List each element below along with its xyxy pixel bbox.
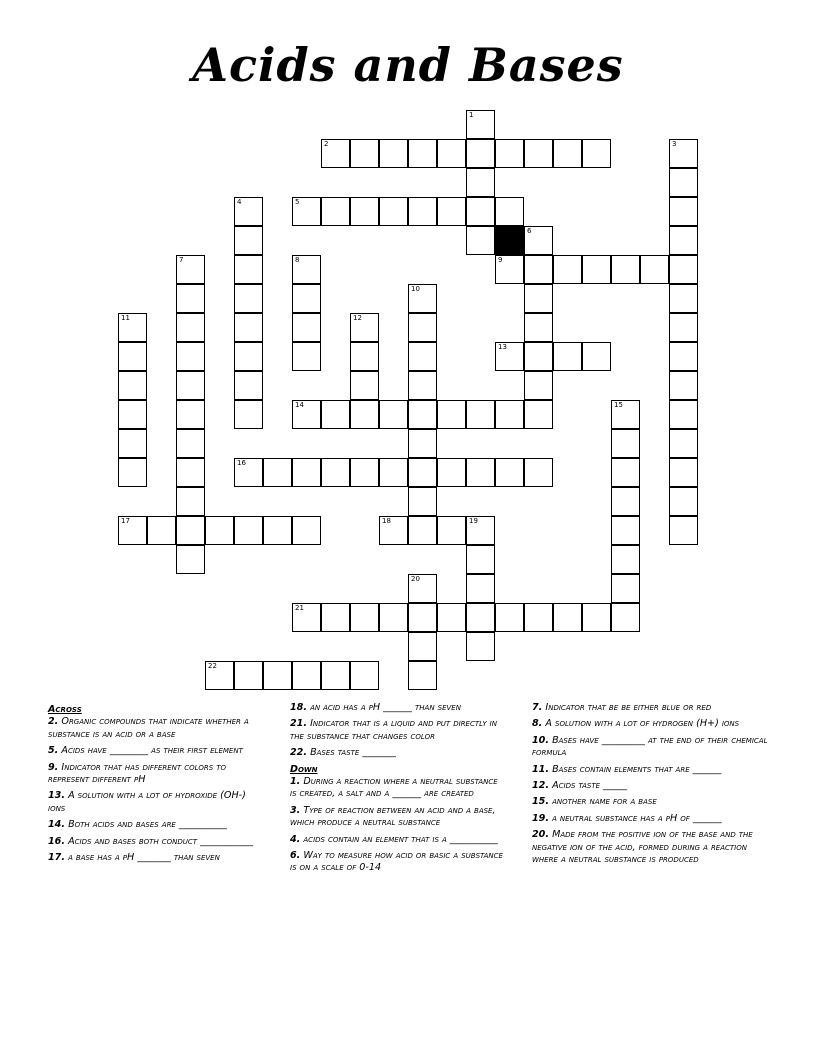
clue-down-15: 15. another name for a base	[532, 796, 657, 808]
grid-cell[interactable]	[611, 458, 640, 487]
grid-cell[interactable]	[408, 197, 437, 226]
grid-cell[interactable]	[118, 342, 147, 371]
grid-cell[interactable]	[437, 603, 466, 632]
grid-cell[interactable]	[379, 400, 408, 429]
grid-cell[interactable]	[466, 226, 495, 255]
grid-cell[interactable]	[234, 197, 263, 226]
clue-down-6: 6. Way to measure how acid or basic a substance is on a scale of 0-14	[290, 850, 503, 874]
grid-cell[interactable]	[176, 371, 205, 400]
clue-number: 11	[121, 314, 130, 322]
grid-cell[interactable]	[524, 226, 553, 255]
grid-cell[interactable]	[118, 400, 147, 429]
grid-cell[interactable]	[495, 139, 524, 168]
grid-cell[interactable]	[176, 342, 205, 371]
clues-column-1	[48, 702, 266, 868]
clue-number: 9	[498, 256, 503, 264]
grid-cell[interactable]	[582, 255, 611, 284]
grid-cell[interactable]	[350, 139, 379, 168]
grid-cell[interactable]	[118, 371, 147, 400]
grid-cell[interactable]	[582, 342, 611, 371]
grid-cell[interactable]	[466, 139, 495, 168]
grid-cell[interactable]	[234, 255, 263, 284]
grid-cell[interactable]	[669, 487, 698, 516]
black-square	[495, 226, 524, 255]
grid-cell[interactable]	[292, 516, 321, 545]
grid-cell[interactable]	[321, 197, 350, 226]
grid-cell[interactable]	[524, 342, 553, 371]
grid-cell[interactable]	[553, 139, 582, 168]
grid-cell[interactable]	[118, 429, 147, 458]
grid-cell[interactable]	[669, 226, 698, 255]
grid-cell[interactable]	[379, 458, 408, 487]
grid-cell[interactable]	[669, 284, 698, 313]
across-heading: Across	[48, 704, 82, 715]
grid-cell[interactable]	[495, 342, 524, 371]
clue-number: 20	[411, 575, 420, 583]
grid-cell[interactable]	[553, 255, 582, 284]
grid-cell[interactable]	[466, 458, 495, 487]
grid-cell[interactable]	[611, 255, 640, 284]
grid-cell[interactable]	[611, 487, 640, 516]
clue-number: 2	[324, 140, 329, 148]
clue-across-16: 16. Acids and bases both conduct ___________	[48, 835, 253, 847]
grid-cell[interactable]	[524, 255, 553, 284]
grid-cell[interactable]	[640, 255, 669, 284]
grid-cell[interactable]	[321, 139, 350, 168]
grid-cell[interactable]	[669, 400, 698, 429]
grid-cell[interactable]	[408, 400, 437, 429]
grid-cell[interactable]	[205, 516, 234, 545]
clue-across-9: 9. Indicator that has different colors to represent different pH	[48, 761, 226, 786]
clue-number: 17	[121, 517, 130, 525]
grid-cell[interactable]	[350, 458, 379, 487]
grid-cell[interactable]	[350, 400, 379, 429]
grid-cell[interactable]	[408, 371, 437, 400]
grid-cell[interactable]	[582, 139, 611, 168]
grid-cell[interactable]	[234, 371, 263, 400]
grid-cell[interactable]	[524, 139, 553, 168]
grid-cell[interactable]	[118, 516, 147, 545]
grid-cell[interactable]	[292, 284, 321, 313]
clue-number: 8	[295, 256, 300, 264]
grid-cell[interactable]	[466, 516, 495, 545]
grid-cell[interactable]	[176, 400, 205, 429]
grid-cell[interactable]	[524, 313, 553, 342]
grid-cell[interactable]	[292, 197, 321, 226]
grid-cell[interactable]	[408, 487, 437, 516]
grid-cell[interactable]	[350, 661, 379, 690]
grid-cell[interactable]	[408, 139, 437, 168]
clue-down-3: 3. Type of reaction between an acid and a base, which produce a neutral substance	[290, 804, 496, 829]
clue-number: 3	[672, 140, 677, 148]
grid-cell[interactable]	[176, 458, 205, 487]
grid-cell[interactable]	[234, 400, 263, 429]
grid-cell[interactable]	[582, 603, 611, 632]
grid-cell[interactable]	[292, 400, 321, 429]
grid-cell[interactable]	[292, 661, 321, 690]
grid-cell[interactable]	[321, 661, 350, 690]
grid-cell[interactable]	[408, 313, 437, 342]
grid-cell[interactable]	[234, 516, 263, 545]
grid-cell[interactable]	[350, 371, 379, 400]
clue-down-8: 8. A solution with a lot of hydrogen (H+) ions	[532, 718, 740, 730]
grid-cell[interactable]	[176, 284, 205, 313]
clue-number: 16	[237, 459, 246, 467]
grid-cell[interactable]	[669, 458, 698, 487]
clue-down-4: 4. acids contain an element that is a __________	[290, 833, 498, 845]
grid-cell[interactable]	[437, 400, 466, 429]
grid-cell[interactable]	[466, 632, 495, 661]
clue-across-5: 5. Acids have ________ as their first element	[48, 745, 243, 757]
grid-cell[interactable]	[611, 429, 640, 458]
grid-cell[interactable]	[234, 284, 263, 313]
grid-cell[interactable]	[350, 603, 379, 632]
grid-cell[interactable]	[350, 342, 379, 371]
grid-cell[interactable]	[495, 603, 524, 632]
clue-across-22: 22. Bases taste _______	[290, 747, 396, 759]
grid-cell[interactable]	[408, 574, 437, 603]
grid-cell[interactable]	[408, 342, 437, 371]
grid-cell[interactable]	[611, 516, 640, 545]
grid-cell[interactable]	[524, 371, 553, 400]
grid-cell[interactable]	[611, 545, 640, 574]
clue-number: 1	[469, 111, 474, 119]
clue-down-11: 11. Bases contain elements that are ______	[532, 763, 722, 775]
grid-cell[interactable]	[292, 342, 321, 371]
grid-cell[interactable]	[437, 458, 466, 487]
clue-number: 7	[179, 256, 184, 264]
grid-cell[interactable]	[176, 487, 205, 516]
grid-cell[interactable]	[408, 458, 437, 487]
grid-cell[interactable]	[263, 458, 292, 487]
grid-cell[interactable]	[350, 197, 379, 226]
grid-cell[interactable]	[408, 603, 437, 632]
grid-cell[interactable]	[379, 139, 408, 168]
grid-cell[interactable]	[669, 313, 698, 342]
grid-cell[interactable]	[466, 400, 495, 429]
grid-cell[interactable]	[292, 458, 321, 487]
grid-cell[interactable]	[176, 313, 205, 342]
clue-number: 21	[295, 604, 304, 612]
grid-cell[interactable]	[524, 458, 553, 487]
grid-cell[interactable]	[495, 400, 524, 429]
grid-cell[interactable]	[234, 458, 263, 487]
clues-column-3	[532, 702, 768, 870]
clue-across-13: 13. A solution with a lot of hydroxide (OH-) ions	[48, 790, 246, 814]
clue-number: 10	[411, 285, 420, 293]
grid-cell[interactable]	[669, 197, 698, 226]
clue-down-10: 10. Bases have _________ at the end of their chemical formula	[532, 734, 768, 759]
grid-cell[interactable]	[466, 574, 495, 603]
clue-down-19: 19. a neutral substance has a pH of ______	[532, 812, 722, 824]
clue-number: 19	[469, 517, 478, 525]
grid-cell[interactable]	[669, 429, 698, 458]
grid-cell[interactable]	[321, 400, 350, 429]
grid-cell[interactable]	[408, 284, 437, 313]
grid-cell[interactable]	[205, 661, 234, 690]
grid-cell[interactable]	[495, 458, 524, 487]
clue-number: 18	[382, 517, 391, 525]
clue-down-20: 20. Made from the positive ion of the base and the negative ion of the acid, formed during a reaction where a neutral substance is produced	[532, 829, 753, 866]
clue-number: 6	[527, 227, 532, 235]
clue-number: 22	[208, 662, 217, 670]
grid-cell[interactable]	[466, 168, 495, 197]
grid-cell[interactable]	[437, 516, 466, 545]
clue-number: 12	[353, 314, 362, 322]
grid-cell[interactable]	[147, 516, 176, 545]
grid-cell[interactable]	[379, 603, 408, 632]
grid-cell[interactable]	[669, 371, 698, 400]
grid-cell[interactable]	[669, 255, 698, 284]
clue-down-7: 7. Indicator that be be either blue or red	[532, 702, 712, 713]
grid-cell[interactable]	[234, 342, 263, 371]
clue-number: 4	[237, 198, 242, 206]
grid-cell[interactable]	[524, 400, 553, 429]
grid-cell[interactable]	[669, 342, 698, 371]
down-heading: Down	[290, 763, 318, 775]
grid-cell[interactable]	[321, 458, 350, 487]
clue-down-12: 12. Acids taste _____	[532, 780, 628, 792]
grid-cell[interactable]	[553, 603, 582, 632]
grid-cell[interactable]	[466, 545, 495, 574]
grid-cell[interactable]	[466, 197, 495, 226]
grid-cell[interactable]	[466, 603, 495, 632]
clues-column-2	[290, 702, 505, 879]
grid-cell[interactable]	[408, 632, 437, 661]
clue-across-21: 21. Indicator that is a liquid and put directly in the substance that changes color	[290, 718, 497, 742]
grid-cell[interactable]	[379, 516, 408, 545]
grid-cell[interactable]	[292, 255, 321, 284]
grid-cell[interactable]	[408, 661, 437, 690]
clue-across-14: 14. Both acids and bases are __________	[48, 819, 227, 831]
grid-cell[interactable]	[292, 603, 321, 632]
grid-cell[interactable]	[466, 110, 495, 139]
grid-cell[interactable]	[234, 313, 263, 342]
grid-cell[interactable]	[118, 458, 147, 487]
grid-cell[interactable]	[495, 197, 524, 226]
grid-cell[interactable]	[437, 197, 466, 226]
grid-cell[interactable]	[176, 545, 205, 574]
grid-cell[interactable]	[176, 255, 205, 284]
grid-cell[interactable]	[495, 255, 524, 284]
grid-cell[interactable]	[611, 603, 640, 632]
grid-cell[interactable]	[234, 661, 263, 690]
clue-across-18: 18. an acid has a pH ______ than seven	[290, 702, 461, 713]
grid-cell[interactable]	[379, 197, 408, 226]
clue-number: 15	[614, 401, 623, 409]
grid-cell[interactable]	[611, 574, 640, 603]
clue-number: 5	[295, 198, 300, 206]
grid-cell[interactable]	[118, 313, 147, 342]
grid-cell[interactable]	[669, 516, 698, 545]
clue-across-2: 2. Organic compounds that indicate whether a substance is an acid or a base	[48, 716, 249, 740]
grid-cell[interactable]	[524, 284, 553, 313]
grid-cell[interactable]	[408, 516, 437, 545]
clue-across-17: 17. a base has a pH _______ than seven	[48, 852, 220, 864]
grid-cell[interactable]	[408, 429, 437, 458]
grid-cell[interactable]	[234, 226, 263, 255]
grid-cell[interactable]	[263, 661, 292, 690]
grid-cell[interactable]	[176, 516, 205, 545]
page-title: Acids and Bases	[192, 38, 624, 92]
grid-cell[interactable]	[669, 168, 698, 197]
grid-cell[interactable]	[350, 313, 379, 342]
grid-cell[interactable]	[263, 516, 292, 545]
grid-cell[interactable]	[321, 603, 350, 632]
grid-cell[interactable]	[611, 400, 640, 429]
grid-cell[interactable]	[437, 139, 466, 168]
grid-cell[interactable]	[669, 139, 698, 168]
grid-cell[interactable]	[176, 429, 205, 458]
grid-cell[interactable]	[524, 603, 553, 632]
grid-cell[interactable]	[553, 342, 582, 371]
clue-down-1: 1. During a reaction where a neutral substance is created, a salt and a ______ are created	[290, 776, 498, 800]
clue-number: 14	[295, 401, 304, 409]
clue-number: 13	[498, 343, 507, 351]
grid-cell[interactable]	[292, 313, 321, 342]
